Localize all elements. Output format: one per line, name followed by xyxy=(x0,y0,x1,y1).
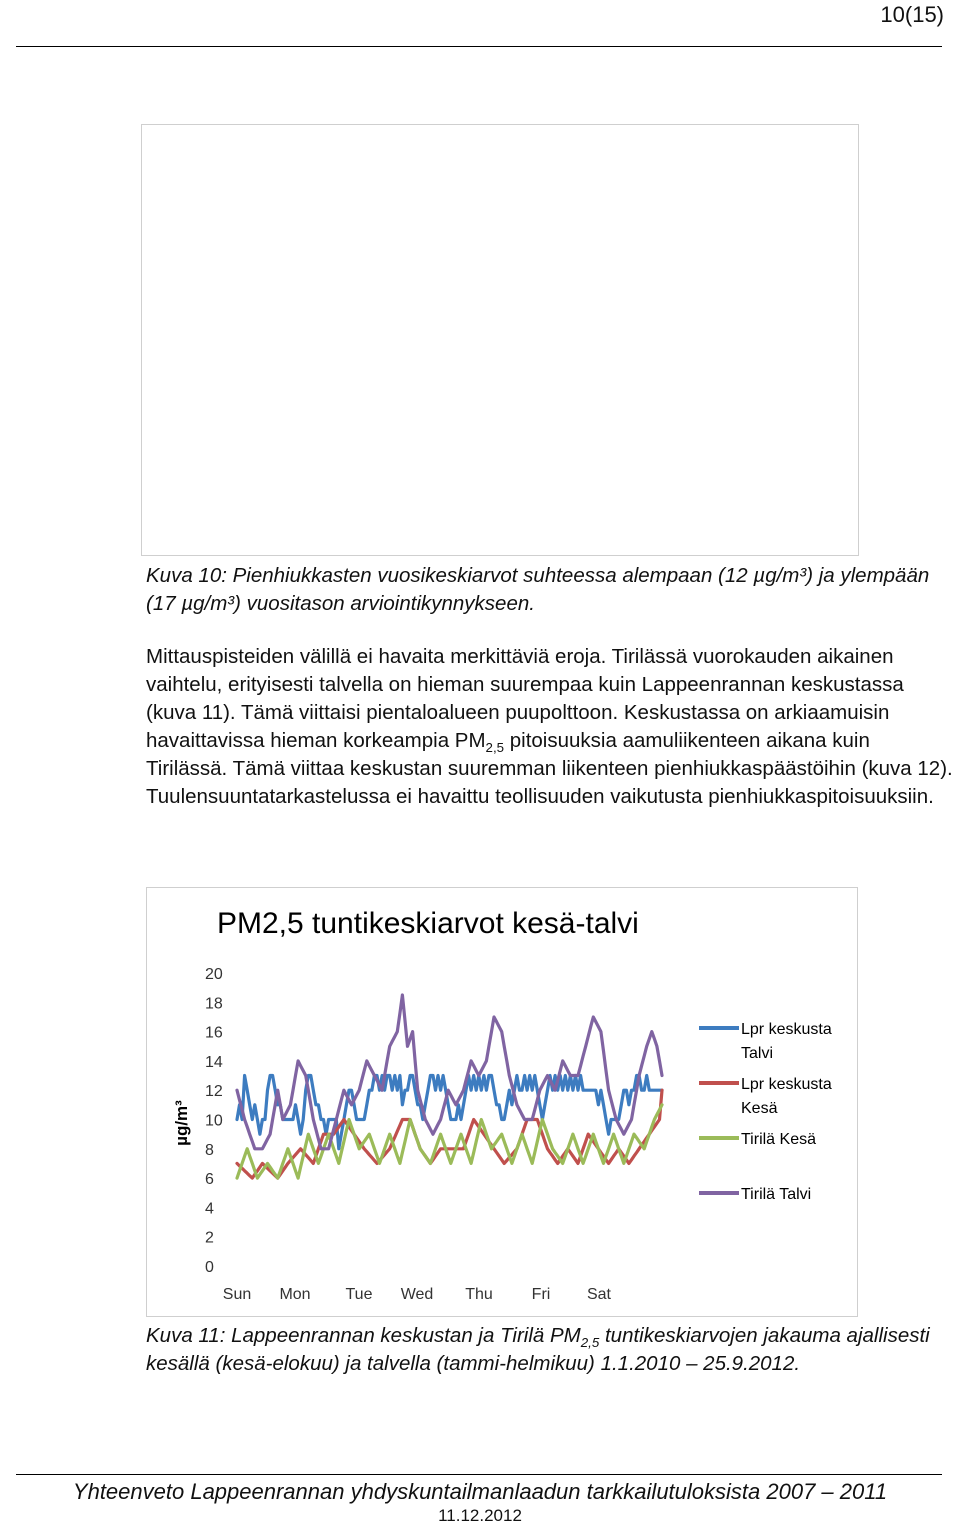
figure-11-chart xyxy=(146,887,858,1317)
figure-10-caption: Kuva 10: Pienhiukkasten vuosikeskiarvot suhteessa alempaan (12 µg/m³) ja ylempään (17 µg/m³) vuositason arviointikynnykseen. xyxy=(146,564,930,615)
legend-label-line2: Kesä xyxy=(741,1100,778,1117)
y-tick-label: 0 xyxy=(205,1259,214,1276)
body-paragraph xyxy=(146,643,956,811)
x-tick-label: Thu xyxy=(465,1286,493,1303)
legend-label: Tirilä Talvi xyxy=(741,1186,812,1203)
y-tick-label: 10 xyxy=(205,1112,223,1130)
footer-rule xyxy=(16,1474,942,1475)
y-tick-label: 20 xyxy=(205,966,223,983)
body-paragraph-subscript: 2,5 xyxy=(485,740,505,756)
pm25-line-chart xyxy=(147,888,857,1316)
y-tick-label: 4 xyxy=(205,1200,214,1218)
y-tick-label: 6 xyxy=(205,1171,214,1189)
figure-10-image-frame xyxy=(141,124,859,556)
figure-11-caption-part-b: tuntikeskiarvojen jakauma ajallisesti kesällä (kesä-elokuu) ja talvella (tammi-helmikuu) 1.1.2010 – 25.9.2012. xyxy=(146,1324,930,1375)
legend-label-line1: Lpr keskusta xyxy=(741,1021,832,1038)
figure-11-caption-part-a: Kuva 11: Lappeenrannan keskustan ja Tirilä PM xyxy=(146,1324,581,1347)
figure-11-caption-subscript: 2,5 xyxy=(580,1335,600,1351)
figure-11-caption xyxy=(146,1322,956,1378)
page-number: 10(15) xyxy=(880,2,944,27)
y-tick-label: 16 xyxy=(205,1024,223,1042)
legend-label xyxy=(741,1021,832,1062)
footer-title: Yhteenveto Lappeenrannan yhdyskuntailmanlaadun tarkkailutuloksista 2007 – 2011 xyxy=(72,1479,888,1504)
header-rule xyxy=(16,46,942,47)
series-line-1 xyxy=(237,1076,662,1149)
chart-title: PM2,5 tuntikeskiarvot kesä-talvi xyxy=(217,907,639,940)
body-paragraph-part-b: pitoisuuksia aamuliikenteen aikana kuin Tirilässä. Tämä viittaa keskustan suuremman liikenteen pienhiukkaspäästöihin (kuva 12). Tuulensuuntatarkastelussa ei havaittu teollisuuden vaikutusta pienhiukkaspitoisuuksiin. xyxy=(146,729,953,808)
x-tick-label: Wed xyxy=(400,1286,434,1303)
y-tick-label: 18 xyxy=(205,995,223,1013)
x-tick-label: Fri xyxy=(531,1286,551,1303)
legend-label: Tirilä Kesä xyxy=(741,1131,816,1148)
legend-label-line2: Talvi xyxy=(741,1045,774,1062)
legend-label xyxy=(741,1076,832,1117)
x-tick-label: Sat xyxy=(586,1286,612,1303)
x-tick-label: Mon xyxy=(279,1286,311,1303)
legend-label-line1: Lpr keskusta xyxy=(741,1076,832,1093)
footer-date: 11.12.2012 xyxy=(438,1506,522,1525)
y-tick-label: 8 xyxy=(205,1141,214,1159)
y-tick-label: 14 xyxy=(205,1053,223,1071)
y-tick-label: 2 xyxy=(205,1229,214,1247)
x-tick-label: Tue xyxy=(345,1286,373,1303)
y-tick-label: 12 xyxy=(205,1083,223,1101)
y-axis-label: µg/m³ xyxy=(172,1100,191,1146)
body-paragraph-part-a: Mittauspisteiden välillä ei havaita merkittäviä eroja. Tirilässä vuorokauden aikainen vaihtelu, erityisesti talvella on hieman suurempaa kuin Lappeenrannan keskustassa (kuva 11). Tämä viittaisi pientaloalueen puupolttoon. Keskustassa on arkiaamuisin havaittavissa hieman korkeampia PM xyxy=(146,645,904,752)
x-tick-label: Sun xyxy=(222,1286,252,1303)
